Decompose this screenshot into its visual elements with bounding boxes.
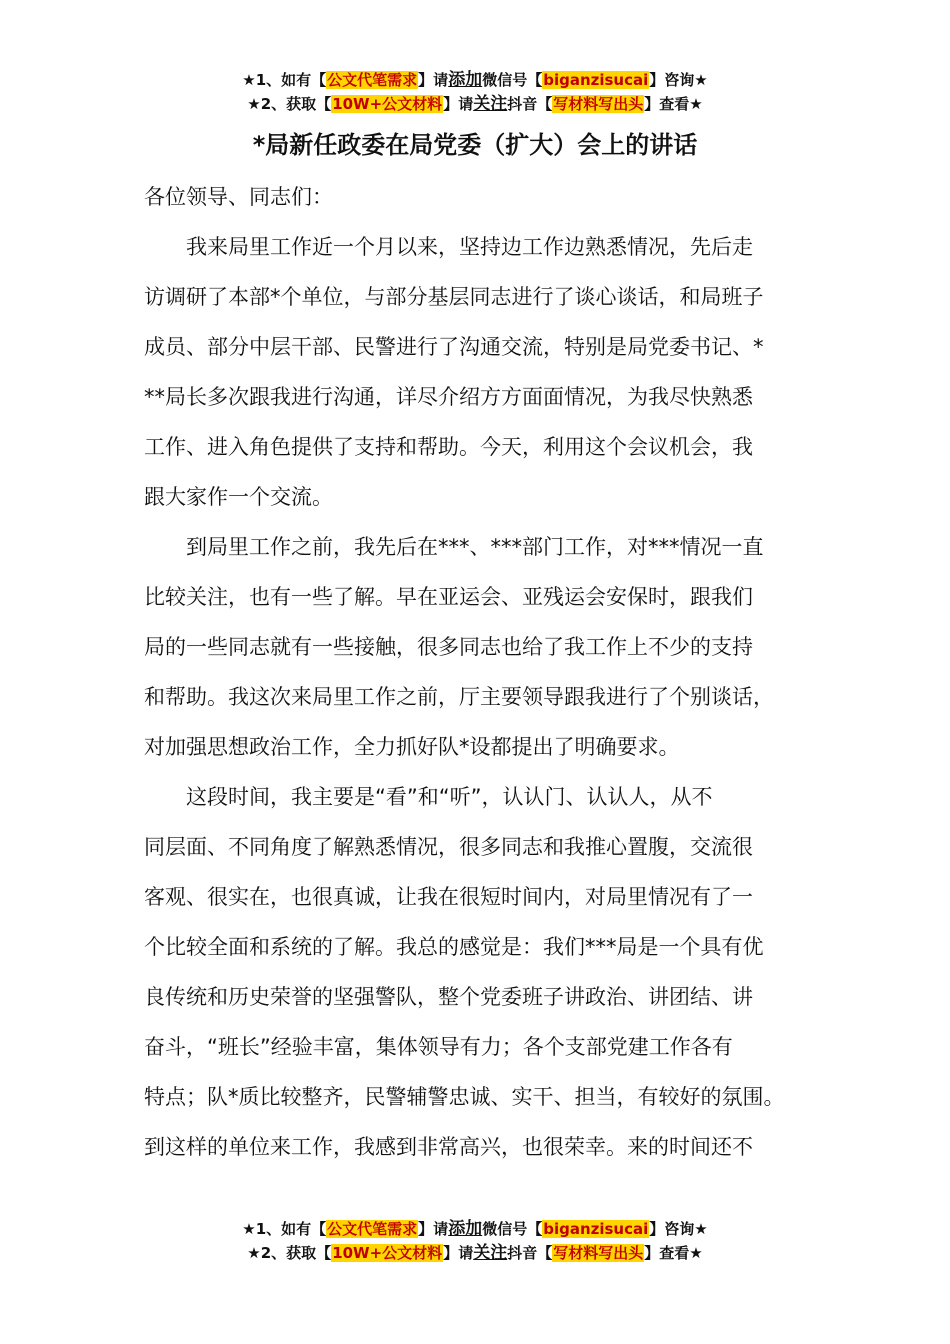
banner-emphasis: 关注 — [473, 94, 508, 114]
text-line: 良传统和历史荣誉的坚强警队，整个党委班子讲政治、讲团结、讲 — [144, 985, 753, 1009]
banner-highlight: 写材料写出头 — [553, 95, 644, 113]
text-line: 对加强思想政治工作，全力抓好队*设都提出了明确要求。 — [144, 735, 680, 759]
text-line: 访调研了本部*个单位，与部分基层同志进行了谈心谈话，和局班子 — [144, 285, 764, 309]
banner-text: ★1、如有【 — [242, 71, 327, 89]
header-banner-line2 — [0, 92, 950, 116]
banner-highlight: biganzisucai — [543, 1220, 649, 1238]
banner-text: 】请 — [443, 95, 474, 113]
banner-highlight: 10W+公文材料 — [332, 1244, 443, 1262]
banner-text: 】查看★ — [644, 1244, 703, 1262]
banner-text: 】咨询★ — [649, 71, 708, 89]
text-line: 同层面、不同角度了解熟悉情况，很多同志和我推心置腹，交流很 — [144, 835, 753, 859]
text-line: 特点；队*质比较整齐，民警辅警忠诚、实干、担当，有较好的氛围。 — [144, 1085, 785, 1109]
banner-emphasis: 添加 — [448, 70, 483, 90]
text-line: 这段时间，我主要是“看”和“听”，认认门、认认人，从不 — [186, 785, 713, 809]
text-line: 比较关注，也有一些了解。早在亚运会、亚残运会安保时，跟我们 — [144, 585, 753, 609]
text-line: 我来局里工作近一个月以来，坚持边工作边熟悉情况，先后走 — [186, 235, 753, 259]
banner-text: 微信号【 — [482, 1220, 543, 1238]
banner-text: 微信号【 — [482, 71, 543, 89]
paragraph-1 — [144, 222, 824, 522]
text-line: 个比较全面和系统的了解。我总的感觉是：我们***局是一个具有优 — [144, 935, 764, 959]
text-line: 跟大家作一个交流。 — [144, 485, 333, 509]
paragraph-3 — [144, 772, 824, 1172]
banner-text: 】请 — [418, 71, 449, 89]
footer-banner-line2 — [0, 1241, 950, 1265]
banner-highlight: 公文代笔需求 — [327, 1220, 418, 1238]
text-line: **局长多次跟我进行沟通，详尽介绍方方面面情况，为我尽快熟悉 — [144, 385, 753, 409]
text-line: 局的一些同志就有一些接触，很多同志也给了我工作上不少的支持 — [144, 635, 753, 659]
banner-text: 】咨询★ — [649, 1220, 708, 1238]
banner-text: 抖音【 — [507, 95, 553, 113]
footer-banner — [0, 1217, 950, 1265]
text-line: 到局里工作之前，我先后在***、***部门工作，对***情况一直 — [186, 535, 764, 559]
banner-highlight: 10W+公文材料 — [332, 95, 443, 113]
banner-text: ★2、获取【 — [247, 95, 332, 113]
banner-text: ★1、如有【 — [242, 1220, 327, 1238]
banner-highlight: 公文代笔需求 — [327, 71, 418, 89]
banner-text: 抖音【 — [507, 1244, 553, 1262]
text-line: 各位领导、同志们： — [144, 185, 333, 209]
banner-highlight: biganzisucai — [543, 71, 649, 89]
header-banner-line1 — [0, 68, 950, 92]
banner-highlight: 写材料写出头 — [553, 1244, 644, 1262]
banner-text: 】请 — [418, 1220, 449, 1238]
banner-emphasis: 添加 — [448, 1219, 483, 1239]
banner-text: 】查看★ — [644, 95, 703, 113]
text-line: 奋斗，“班长”经验丰富，集体领导有力；各个支部党建工作各有 — [144, 1035, 733, 1059]
banner-emphasis: 关注 — [473, 1243, 508, 1263]
text-line: 客观、很实在，也很真诚，让我在很短时间内，对局里情况有了一 — [144, 885, 753, 909]
text-line: 成员、部分中层干部、民警进行了沟通交流，特别是局党委书记、* — [144, 335, 764, 359]
footer-banner-line1 — [0, 1217, 950, 1241]
text-line: 和帮助。我这次来局里工作之前，厅主要领导跟我进行了个别谈话， — [144, 685, 774, 709]
salutation — [144, 172, 824, 222]
text-line: 工作、进入角色提供了支持和帮助。今天，利用这个会议机会，我 — [144, 435, 753, 459]
banner-text: ★2、获取【 — [247, 1244, 332, 1262]
header-banner — [0, 68, 950, 116]
document-body — [144, 172, 824, 1172]
banner-text: 】请 — [443, 1244, 474, 1262]
paragraph-2 — [144, 522, 824, 772]
text-line: 到这样的单位来工作，我感到非常高兴，也很荣幸。来的时间还不 — [144, 1135, 753, 1159]
document-title: *局新任政委在局党委（扩大）会上的讲话 — [252, 131, 698, 159]
